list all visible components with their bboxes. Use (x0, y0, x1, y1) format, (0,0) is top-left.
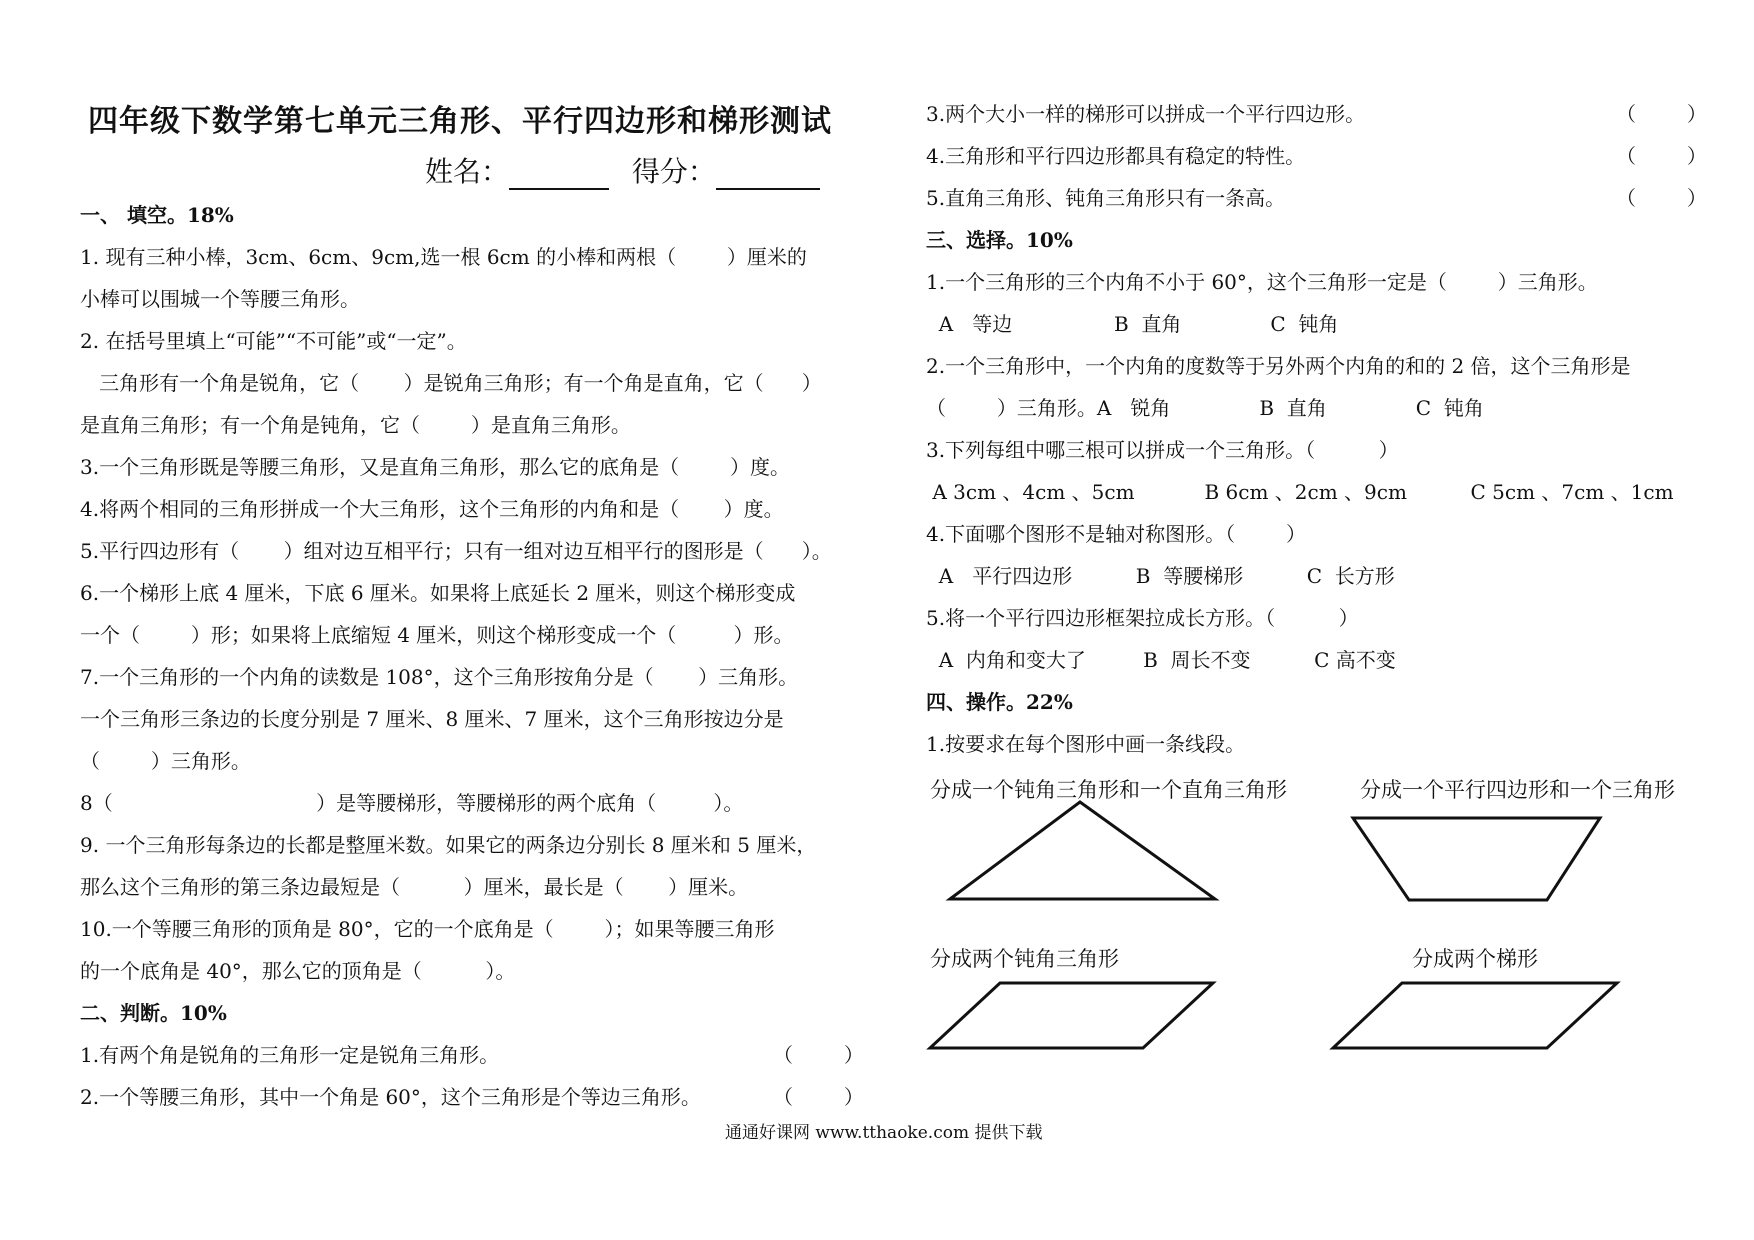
page-title: 四年级下数学第七单元三角形、平行四边形和梯形测试 (88, 104, 832, 139)
choice-options: A 3cm 、4cm 、5cm B 6cm 、2cm 、9cm C 5cm 、7cm 、1cm (926, 480, 1674, 504)
caption-obtuse-right: 分成一个钝角三角形和一个直角三角形 (930, 778, 1287, 802)
question-line: 5.平行四边形有（ ）组对边互相平行；只有一组对边互相平行的图形是（ ）。 (80, 539, 832, 563)
question-line: 是直角三角形；有一个角是钝角，它（ ）是直角三角形。 (80, 413, 631, 437)
score-label: 得分： (631, 155, 716, 188)
choice-options: A 内角和变大了 B 周长不变 C 高不变 (926, 648, 1396, 672)
choice-options: A 等边 B 直角 C 钝角 (926, 312, 1339, 336)
judge-line: 1.有两个角是锐角的三角形一定是锐角三角形。 (80, 1043, 500, 1067)
answer-paren[interactable]: （ ） (773, 1043, 864, 1067)
answer-paren[interactable]: （ ） (1616, 144, 1707, 168)
choice-options: A 平行四边形 B 等腰梯形 C 长方形 (926, 564, 1395, 588)
choice-line: 2.一个三角形中，一个内角的度数等于另外两个内角的和的 2 倍，这个三角形是 (926, 354, 1631, 378)
question-line: 3.一个三角形既是等腰三角形，又是直角三角形，那么它的底角是（ ）度。 (80, 455, 790, 479)
caption-two-obtuse: 分成两个钝角三角形 (930, 947, 1119, 971)
question-line: （ ）三角形。 (80, 749, 251, 773)
section-3-title: 三、选择。10% (926, 228, 1073, 252)
question-line: 1. 现有三种小棒，3cm、6cm、9cm,选一根 6cm 的小棒和两根（ ）厘米的 (80, 245, 807, 269)
trapezoid-shape[interactable] (1353, 818, 1600, 900)
question-line: 三角形有一个角是锐角，它（ ）是锐角三角形；有一个角是直角，它（ ） (80, 371, 822, 395)
answer-paren[interactable]: （ ） (773, 1085, 864, 1109)
parallelogram-shape-1[interactable] (930, 983, 1213, 1048)
caption-two-trapezoids: 分成两个梯形 (1412, 947, 1538, 971)
question-line: 2. 在括号里填上“可能”“不可能”或“一定”。 (80, 329, 467, 353)
question-line: 一个三角形三条边的长度分别是 7 厘米、8 厘米、7 厘米，这个三角形按边分是 (80, 707, 784, 731)
parallelogram-shape-2[interactable] (1333, 983, 1617, 1048)
question-line: 的一个底角是 40°，那么它的顶角是（ ）。 (80, 959, 516, 983)
choice-line: 1.一个三角形的三个内角不小于 60°，这个三角形一定是（ ）三角形。 (926, 270, 1598, 294)
answer-paren[interactable]: （ ） (1616, 186, 1707, 210)
question-line: 10.一个等腰三角形的顶角是 80°，它的一个底角是（ ）；如果等腰三角形 (80, 917, 775, 941)
judge-line: 5.直角三角形、钝角三角形只有一条高。 (926, 186, 1286, 210)
choice-options: （ ）三角形。A 锐角 B 直角 C 钝角 (926, 396, 1484, 420)
question-line: 8（ ）是等腰梯形，等腰梯形的两个底角（ ）。 (80, 791, 744, 815)
question-line: 7.一个三角形的一个内角的读数是 108°，这个三角形按角分是（ ）三角形。 (80, 665, 799, 689)
choice-line: 3.下列每组中哪三根可以拼成一个三角形。（ ） (926, 438, 1399, 462)
choice-line: 5.将一个平行四边形框架拉成长方形。（ ） (926, 606, 1359, 630)
question-line: 一个（ ）形；如果将上底缩短 4 厘米，则这个梯形变成一个（ ）形。 (80, 623, 794, 647)
section-4-title: 四、操作。22% (926, 690, 1073, 714)
answer-paren[interactable]: （ ） (1616, 102, 1707, 126)
judge-line: 2.一个等腰三角形，其中一个角是 60°，这个三角形是个等边三角形。 (80, 1085, 701, 1109)
question-line: 小棒可以围城一个等腰三角形。 (80, 287, 360, 311)
name-label: 姓名： (425, 155, 510, 188)
section-2-title: 二、判断。10% (80, 1001, 227, 1025)
question-line: 那么这个三角形的第三条边最短是（ ）厘米，最长是（ ）厘米。 (80, 875, 749, 899)
judge-line: 4.三角形和平行四边形都具有稳定的特性。 (926, 144, 1306, 168)
question-line: 9. 一个三角形每条边的长都是整厘米数。如果它的两条边分别长 8 厘米和 5 厘米， (80, 833, 817, 857)
triangle-shape[interactable] (950, 802, 1215, 899)
question-line: 6.一个梯形上底 4 厘米，下底 6 厘米。如果将上底延长 2 厘米，则这个梯形变成 (80, 581, 796, 605)
judge-line: 3.两个大小一样的梯形可以拼成一个平行四边形。 (926, 102, 1366, 126)
section-1-title: 一、 填空。18% (80, 203, 234, 227)
operation-intro: 1.按要求在每个图形中画一条线段。 (926, 732, 1246, 756)
question-line: 4.将两个相同的三角形拼成一个大三角形，这个三角形的内角和是（ ）度。 (80, 497, 784, 521)
footer-credit: 通通好课网 www.tthaoke.com 提供下载 (725, 1123, 1043, 1143)
choice-line: 4.下面哪个图形不是轴对称图形。（ ） (926, 522, 1306, 546)
caption-parallelogram-triangle: 分成一个平行四边形和一个三角形 (1360, 778, 1675, 802)
